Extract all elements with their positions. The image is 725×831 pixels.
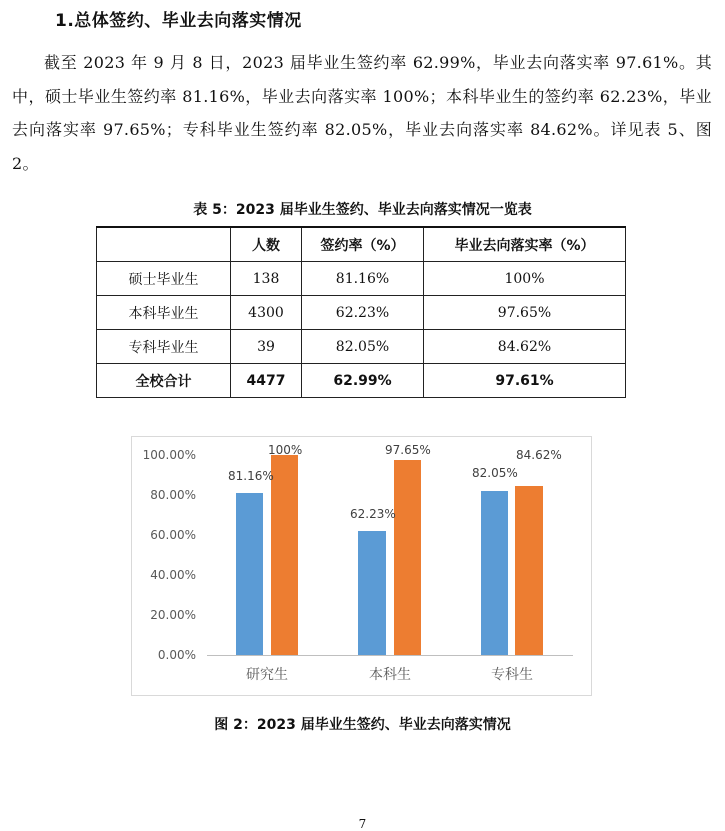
- table-total-row: [97, 364, 626, 398]
- data-label: 100%: [268, 443, 303, 457]
- table-cell: 4300: [231, 296, 302, 330]
- x-tick-label: 专科生: [491, 667, 533, 683]
- table-cell: 62.23%: [302, 296, 424, 330]
- x-axis-line: [207, 655, 573, 656]
- bar-signing-rate-undergrad: [358, 531, 386, 655]
- header-cell: 签约率（%）: [302, 227, 424, 262]
- y-tick-label: 20.00%: [150, 608, 196, 622]
- table-cell: 84.62%: [424, 330, 626, 364]
- y-tick-label: 80.00%: [150, 488, 196, 502]
- header-cell: 人数: [231, 227, 302, 262]
- figure-caption: 图 2：2023 届毕业生签约、毕业去向落实情况: [214, 717, 511, 733]
- y-tick-label: 40.00%: [150, 568, 196, 582]
- bar-signing-rate-graduate: [236, 493, 263, 655]
- table-cell: 62.99%: [302, 364, 424, 398]
- bar-placement-rate-vocational: [515, 486, 543, 655]
- table-cell: 81.16%: [302, 262, 424, 296]
- table-cell: 4477: [231, 364, 302, 398]
- table-cell: 39: [231, 330, 302, 364]
- page-number: 7: [358, 817, 367, 831]
- summary-table: [96, 226, 626, 398]
- table-cell: 82.05%: [302, 330, 424, 364]
- x-tick-label: 研究生: [246, 667, 288, 683]
- table-cell: 本科毕业生: [97, 296, 231, 330]
- table-cell: 97.61%: [424, 364, 626, 398]
- x-tick-label: 本科生: [369, 667, 411, 683]
- data-label: 82.05%: [472, 466, 518, 480]
- section-heading: 1.总体签约、毕业去向落实情况: [55, 11, 302, 31]
- table-cell: 硕士毕业生: [97, 262, 231, 296]
- bar-placement-rate-undergrad: [394, 460, 421, 655]
- table-cell: 97.65%: [424, 296, 626, 330]
- section-paragraph: 截至 2023 年 9 月 8 日，2023 届毕业生签约率 62.99%，毕业去向落实率 97.61%。其中，硕士毕业生签约率 81.16%，毕业去向落实率 100%；本科毕业生的签约率 62.23%，毕业去向落实率 97.65%；专科毕业生签约率 82.05%，毕业去向落实率 84.62%。详见表 5、图 2。: [12, 53, 712, 173]
- table-row: [97, 330, 626, 364]
- table-row: [97, 296, 626, 330]
- data-label: 84.62%: [516, 448, 562, 462]
- bar-placement-rate-graduate: [271, 455, 298, 655]
- header-cell: [97, 227, 231, 262]
- table-cell: 专科毕业生: [97, 330, 231, 364]
- data-label: 62.23%: [350, 507, 396, 521]
- table-cell: 全校合计: [97, 364, 231, 398]
- y-tick-label: 60.00%: [150, 528, 196, 542]
- table-header-row: [97, 227, 626, 262]
- y-tick-label: 100.00%: [142, 448, 196, 462]
- table-cell: 100%: [424, 262, 626, 296]
- bar-signing-rate-vocational: [481, 491, 508, 655]
- y-tick-label: 0.00%: [157, 648, 196, 662]
- table-cell: 138: [231, 262, 302, 296]
- table-row: [97, 262, 626, 296]
- data-label: 81.16%: [228, 469, 274, 483]
- data-label: 97.65%: [385, 443, 431, 457]
- table-caption: 表 5：2023 届毕业生签约、毕业去向落实情况一览表: [193, 202, 532, 218]
- header-cell: 毕业去向落实率（%）: [424, 227, 626, 262]
